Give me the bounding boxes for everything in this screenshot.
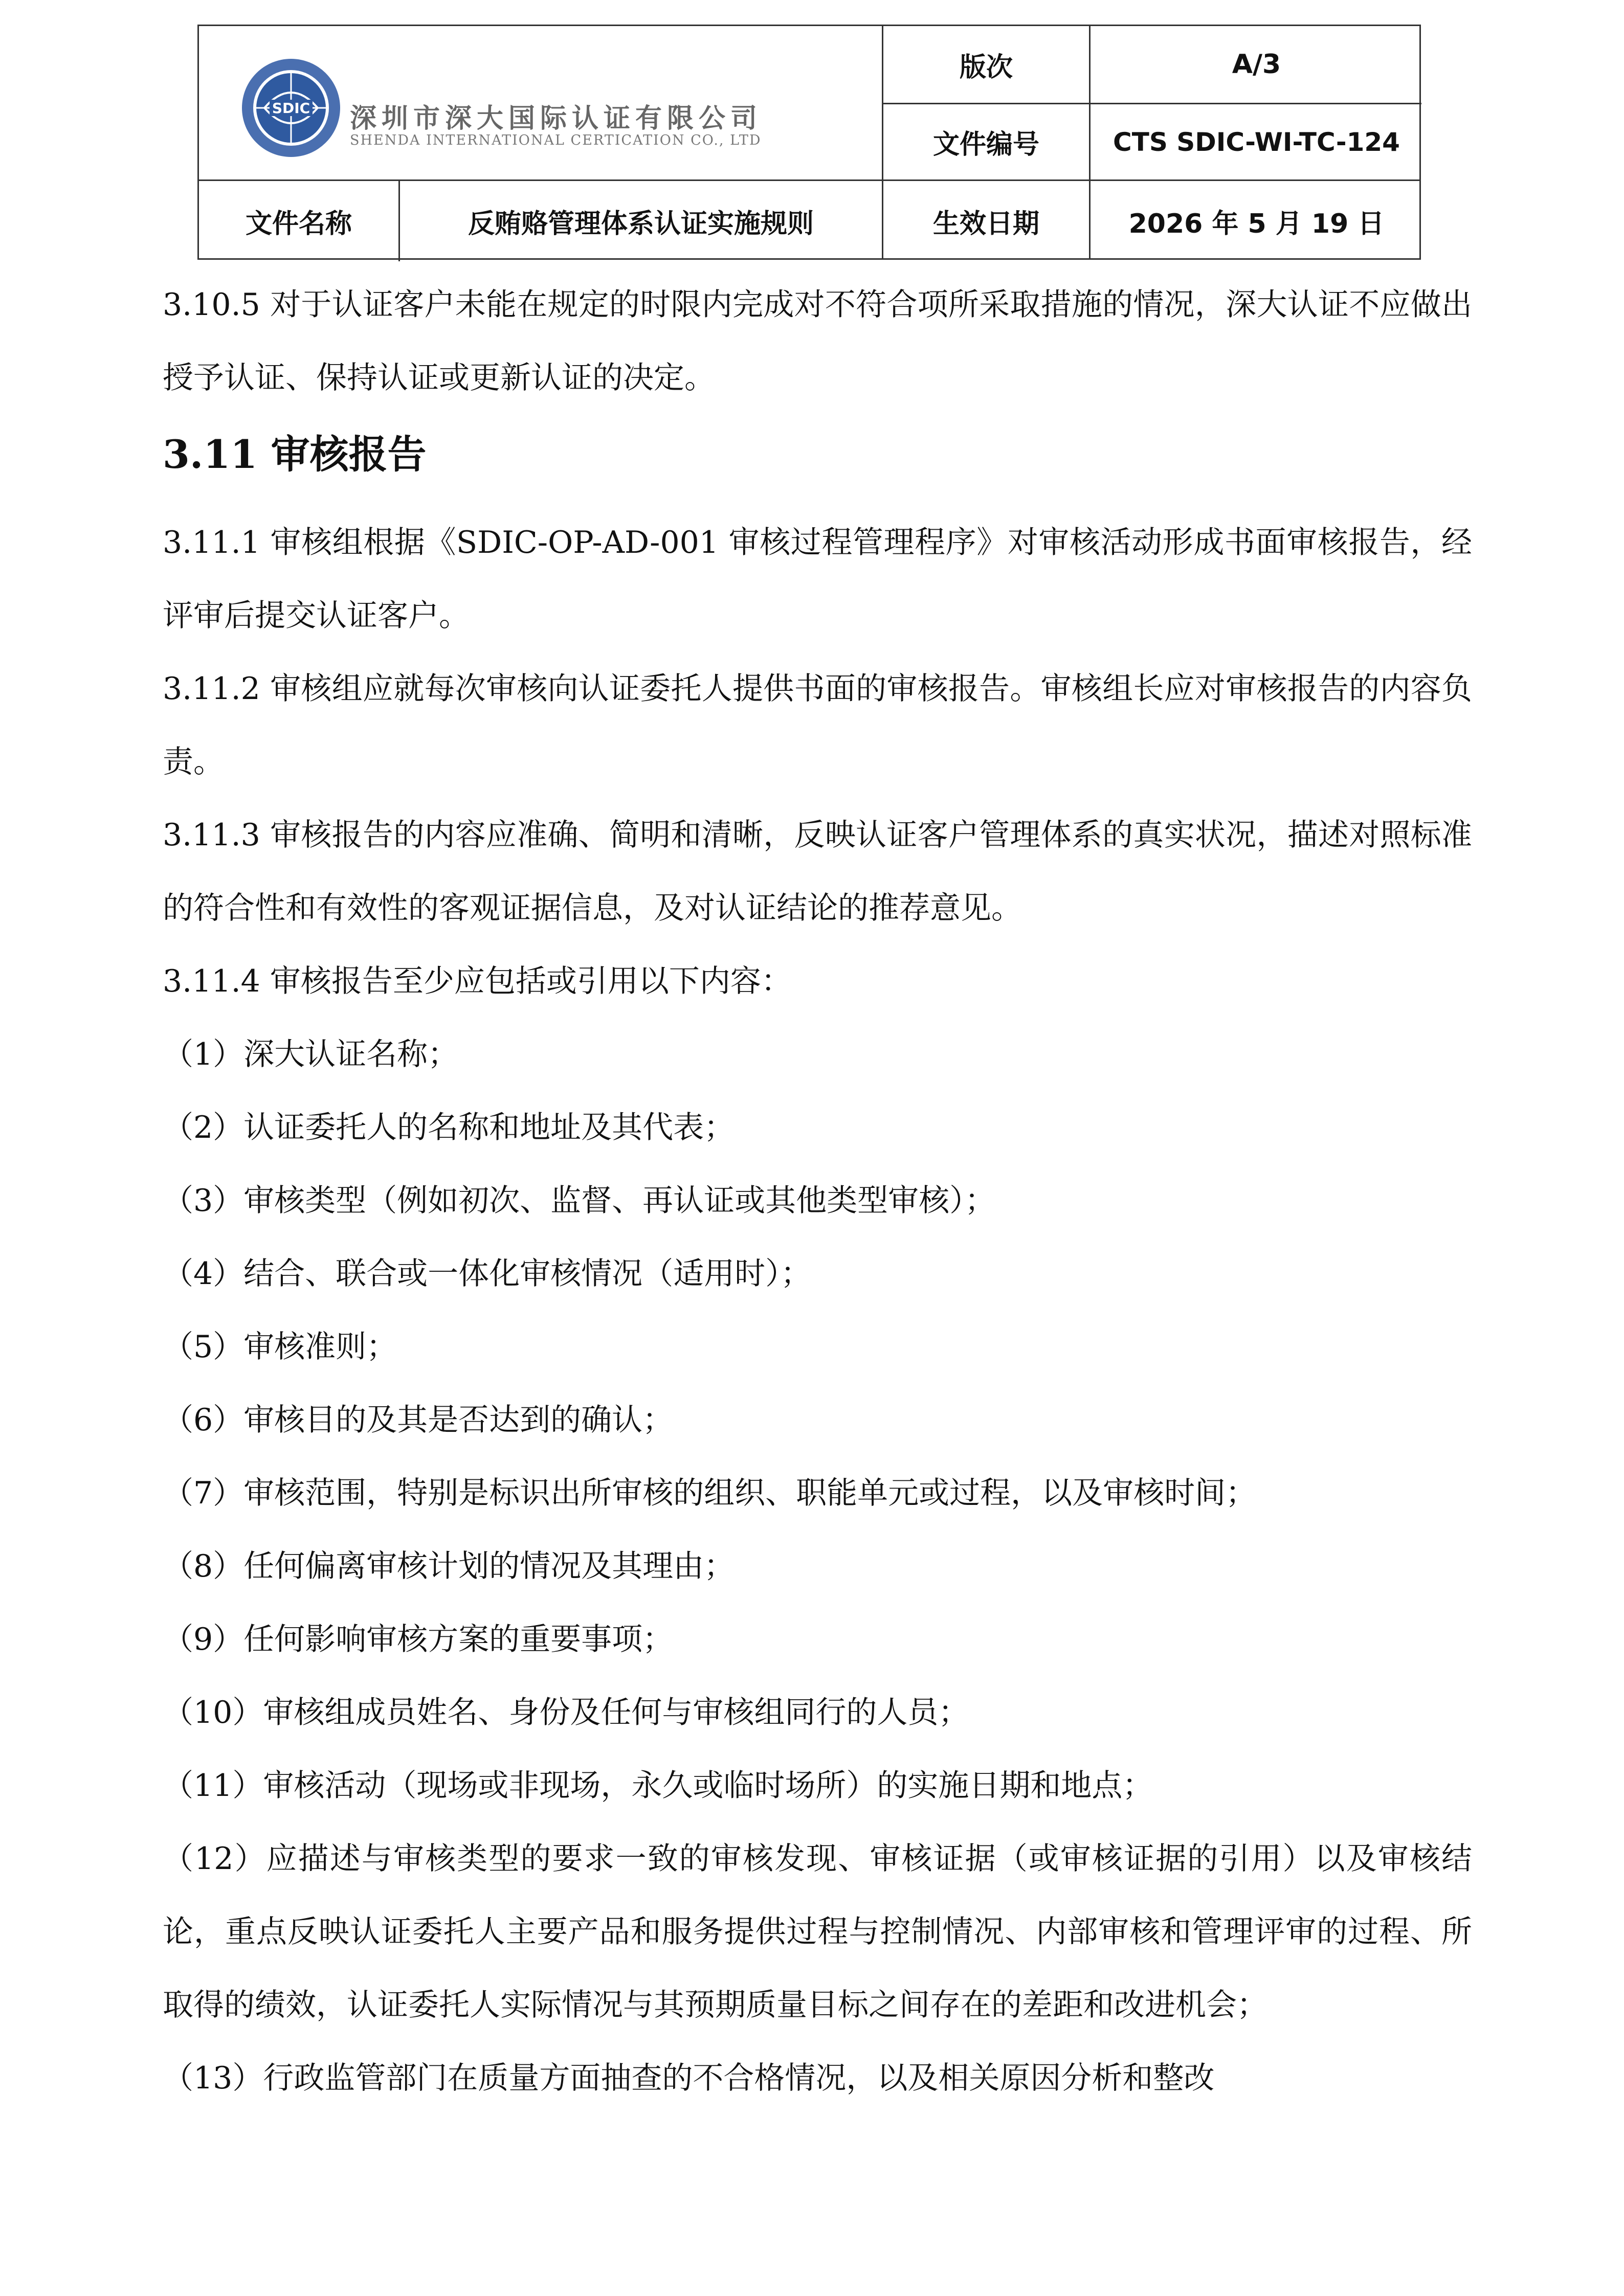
paragraph-3-10-5: 3.10.5 对于认证客户未能在规定的时限内完成对不符合项所采取措施的情况，深大认证不应做出授予认证、保持认证或更新认证的决定。 xyxy=(163,287,1472,396)
list-item-2: （2）认证委托人的名称和地址及其代表； xyxy=(163,1110,735,1145)
list-item-9: （9）任何影响审核方案的重要事项； xyxy=(163,1622,674,1657)
list-item-10: （10）审核组成员姓名、身份及任何与审核组同行的人员； xyxy=(163,1695,969,1730)
list-item-3: （3）审核类型（例如初次、监督、再认证或其他类型审核）； xyxy=(163,1183,996,1219)
version-value: A/3 xyxy=(1232,49,1281,80)
list-item-1: （1）深大认证名称； xyxy=(163,1037,459,1072)
company-name-en: SHENDA INTERNATIONAL CERTICATION CO., LTD xyxy=(350,132,762,148)
doc-no-value: CTS SDIC-WI-TC-124 xyxy=(1113,127,1400,157)
paragraph-3-11-3: 3.11.3 审核报告的内容应准确、简明和清晰，反映认证客户管理体系的真实状况，描述对照标准的符合性和有效性的客观证据信息，及对认证结论的推荐意见。 xyxy=(163,817,1472,926)
list-item-13: （13）行政监管部门在质量方面抽查的不合格情况，以及相关原因分析和整改 xyxy=(163,2060,1215,2096)
paragraph-3-11-4: 3.11.4 审核报告至少应包括或引用以下内容： xyxy=(163,963,792,999)
doc-name-value: 反贿赂管理体系认证实施规则 xyxy=(468,209,814,239)
paragraph-3-11-2: 3.11.2 审核组应就每次审核向认证委托人提供书面的审核报告。审核组长应对审核报告的内容负责。 xyxy=(163,671,1472,780)
doc-no-label: 文件编号 xyxy=(932,129,1039,160)
list-item-11: （11）审核活动（现场或非现场，永久或临时场所）的实施日期和地点； xyxy=(163,1768,1153,1804)
list-item-5: （5）审核准则； xyxy=(163,1329,397,1365)
svg-text:SDIC: SDIC xyxy=(272,100,310,117)
list-item-4: （4）结合、联合或一体化审核情况（适用时）； xyxy=(163,1256,812,1292)
version-label: 版次 xyxy=(959,52,1013,83)
company-seal-icon xyxy=(240,57,342,159)
list-item-8: （8）任何偏离审核计划的情况及其理由； xyxy=(163,1548,735,1584)
effective-date-label: 生效日期 xyxy=(932,209,1039,239)
list-item-12: （12）应描述与审核类型的要求一致的审核发现、审核证据（或审核证据的引用）以及审核结论，重点反映认证委托人主要产品和服务提供过程与控制情况、内部审核和管理评审的过程、所取得的绩效，认证委托人实际情况与其预期质量目标之间存在的差距和改进机会； xyxy=(163,1841,1472,2023)
company-logo xyxy=(240,52,763,169)
list-item-6: （6）审核目的及其是否达到的确认； xyxy=(163,1402,674,1438)
effective-date-value: 2026 年 5 月 19 日 xyxy=(1128,209,1385,239)
paragraph-3-11-1: 3.11.1 审核组根据《SDIC-OP-AD-001 审核过程管理程序》对审核活动形成书面审核报告，经评审后提交认证客户。 xyxy=(163,525,1472,634)
document-body xyxy=(163,268,1472,2115)
doc-name-label: 文件名称 xyxy=(245,209,352,239)
company-name-cn: 深圳市深大国际认证有限公司 xyxy=(350,103,763,134)
list-item-7: （7）审核范围，特别是标识出所审核的组织、职能单元或过程，以及审核时间； xyxy=(163,1475,1257,1511)
section-heading-3-11: 3.11 审核报告 xyxy=(163,432,427,477)
document-header-table xyxy=(197,25,1421,260)
